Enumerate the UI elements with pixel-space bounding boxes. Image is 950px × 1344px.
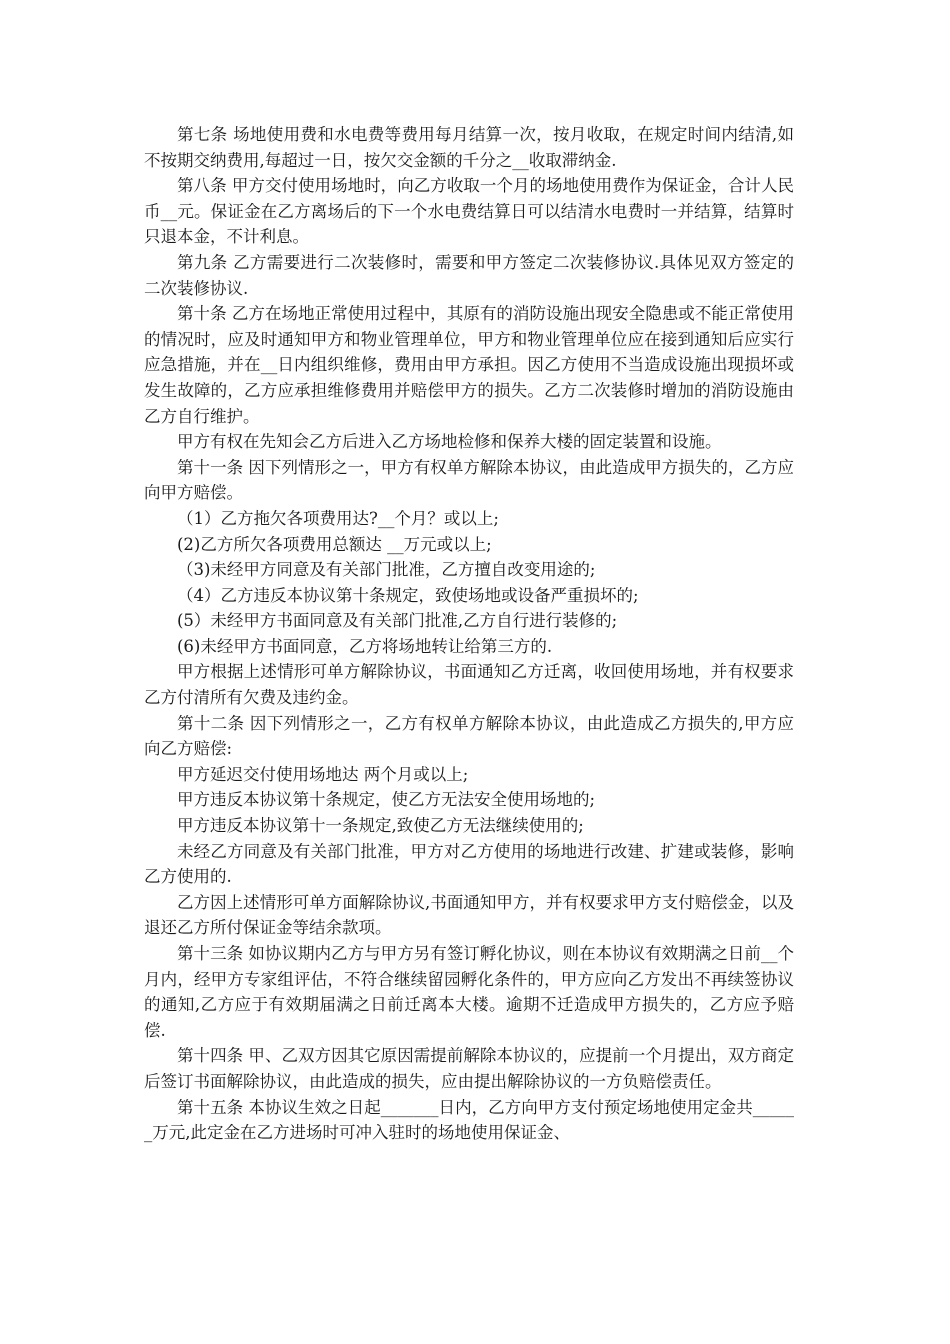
article-12-conclusion: 乙方因上述情形可单方面解除协议,书面通知甲方，并有权要求甲方支付赔偿金，以及退还乙方所付保证金等结余款项。 <box>144 892 794 938</box>
article-14: 第十四条 甲、乙双方因其它原因需提前解除本协议的，应提前一个月提出，双方商定后签订书面解除协议，由此造成的损失，应由提出解除协议的一方负赔偿责任。 <box>144 1046 794 1091</box>
article-11-item-5: (5）未经甲方书面同意及有关部门批准,乙方自行进行装修的; <box>177 611 618 631</box>
document-body <box>144 122 794 1146</box>
article-12-item-3: 甲方违反本协议第十一条规定,致使乙方无法继续使用的; <box>177 816 584 836</box>
article-10-supplement: 甲方有权在先知会乙方后进入乙方场地检修和保养大楼的固定装置和设施。 <box>177 432 722 452</box>
article-12-item-2: 甲方违反本协议第十条规定，使乙方无法安全使用场地的; <box>177 790 596 810</box>
article-11-item-3: （3)未经甲方同意及有关部门批准，乙方擅自改变用途的; <box>177 560 596 580</box>
article-11-conclusion: 甲方根据上述情形可单方解除协议，书面通知乙方迁离，收回使用场地，并有权要求乙方付清所有欠费及违约金。 <box>144 662 794 708</box>
article-11: 第十一条 因下列情形之一，甲方有权单方解除本协议，由此造成甲方损失的，乙方应向甲方赔偿。 <box>144 457 794 503</box>
article-13: 第十三条 如协议期内乙方与甲方另有签订孵化协议，则在本协议有效期满之日前__个月内，经甲方专家组评估，不符合继续留园孵化条件的，甲方应向乙方发出不再续签协议的通知,乙方应于有效期届满之日前迁离本大楼。逾期不迁造成甲方损失的，乙方应予赔偿. <box>144 944 794 1040</box>
article-7: 第七条 场地使用费和水电费等费用每月结算一次，按月收取，在规定时间内结清,如不按期交纳费用,每超过一日，按欠交金额的千分之__收取滞纳金. <box>144 125 794 170</box>
article-12-item-4: 未经乙方同意及有关部门批准，甲方对乙方使用的场地进行改建、扩建或装修，影响乙方使用的. <box>144 841 794 887</box>
article-11-item-4: （4）乙方违反本协议第十条规定，致使场地或设备严重损坏的; <box>177 585 639 605</box>
article-10: 第十条 乙方在场地正常使用过程中，其原有的消防设施出现安全隐患或不能正常使用的情况时，应及时通知甲方和物业管理单位，甲方和物业管理单位应在接到通知后应实行应急措施，并在__日内组织维修，费用由甲方承担。因乙方使用不当造成设施出现损坏或发生故障的，乙方应承担维修费用并赔偿甲方的损失。乙方二次装修时增加的消防设施由乙方自行维护。 <box>144 304 794 426</box>
article-8: 第八条 甲方交付使用场地时，向乙方收取一个月的场地使用费作为保证金，合计人民币__元。保证金在乙方离场后的下一个水电费结算日可以结清水电费时一并结算，结算时只退本金，不计利息。 <box>144 176 794 247</box>
article-11-item-2: (2)乙方所欠各项费用总额达 __万元或以上; <box>177 534 492 554</box>
article-11-item-6: (6)未经甲方书面同意，乙方将场地转让给第三方的. <box>177 636 553 656</box>
article-11-item-1: （1）乙方拖欠各项费用达?__个月？或以上; <box>177 508 499 528</box>
article-12: 第十二条 因下列情形之一，乙方有权单方解除本协议，由此造成乙方损失的,甲方应向乙方赔偿: <box>144 713 794 759</box>
article-12-item-1: 甲方延迟交付使用场地达 两个月或以上; <box>177 764 469 784</box>
article-9: 第九条 乙方需要进行二次装修时，需要和甲方签定二次装修协议.具体见双方签定的二次装修协议. <box>144 252 794 298</box>
article-15: 第十五条 本协议生效之日起_______日内，乙方向甲方支付预定场地使用定金共______万元,此定金在乙方进场时可冲入驻时的场地使用保证金、 <box>144 1097 794 1143</box>
